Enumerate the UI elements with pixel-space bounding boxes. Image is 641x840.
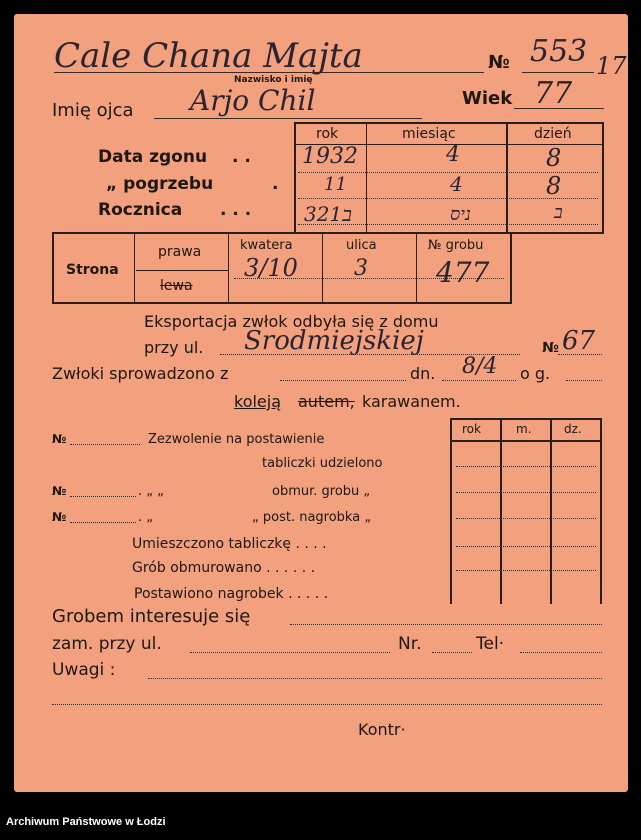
- transport-rail: koleją: [234, 392, 282, 411]
- house-number: 67: [562, 326, 596, 356]
- tomb-text: „ post. nagrobka „: [252, 510, 372, 525]
- father-name: Arjo Chil: [190, 84, 316, 117]
- death-year: 1932: [302, 144, 358, 169]
- street-label: ulica: [346, 238, 377, 253]
- permits-col-year: rok: [462, 422, 481, 436]
- name-line: [54, 72, 484, 73]
- permit-ditto-1: . „ „: [138, 484, 164, 499]
- permit-sign-1: №: [52, 432, 67, 446]
- permit-line-1: Zezwolenie na postawienie: [148, 432, 325, 447]
- age-line: [514, 108, 604, 109]
- anniversary-day: ב: [554, 202, 563, 223]
- left-side-label: lewa: [160, 278, 193, 294]
- death-month: 4: [446, 142, 460, 167]
- street-value: 3: [354, 256, 368, 281]
- archive-credit: Archiwum Państwowe w Łodzi: [6, 816, 166, 828]
- death-date-dots: . .: [232, 147, 251, 167]
- deceased-name: Cale Chana Majta: [54, 36, 363, 76]
- permit-sign-3: №: [52, 510, 67, 524]
- placed-plaque: Umieszczono tabliczkę . . . .: [132, 536, 327, 552]
- address-label: zam. przy ul.: [52, 634, 162, 654]
- transport-hearse: karawanem.: [362, 392, 461, 411]
- house-sign: №: [542, 340, 559, 356]
- death-day: 8: [546, 144, 562, 172]
- anniversary-dots: . . .: [220, 200, 252, 220]
- permits-col-day: dz.: [564, 422, 582, 436]
- kontr-label: Kontr·: [358, 720, 406, 739]
- right-side-label: prawa: [158, 244, 202, 260]
- day-value: 8/4: [462, 354, 498, 379]
- permit-line-2: tabliczki udzielono: [262, 456, 383, 471]
- burial-record-card: [14, 14, 628, 792]
- day-label: dn.: [410, 364, 436, 383]
- anniversary-label: Rocznica: [98, 200, 183, 220]
- grave-walled: Grób obmurowano . . . . . .: [132, 560, 316, 576]
- burial-day: 8: [546, 172, 562, 200]
- interested-label: Grobem interesuje się: [52, 606, 251, 627]
- dates-col-year: rok: [316, 126, 339, 142]
- father-label: Imię ojca: [52, 100, 134, 121]
- tel-label: Tel·: [476, 634, 505, 654]
- dates-col-day: dzień: [534, 126, 572, 142]
- hour-label: o g.: [520, 364, 551, 383]
- quarter-value: 3/10: [244, 254, 298, 282]
- anniversary-year: ב321: [304, 202, 352, 226]
- burial-date-label: „ pogrzebu: [106, 174, 214, 194]
- permit-ditto-2: . „: [138, 510, 153, 525]
- tomb-placed: Postawiono nagrobek . . . . .: [134, 586, 329, 602]
- home-street: Srodmiejskiej: [244, 326, 424, 356]
- quarter-label: kwatera: [240, 238, 293, 253]
- permit-sign-2: №: [52, 484, 67, 498]
- name-label: Nazwisko i imię: [234, 75, 313, 85]
- nr-label: Nr.: [398, 634, 422, 654]
- side-label: Strona: [66, 262, 119, 278]
- age-label: Wiek: [462, 88, 513, 109]
- age-value: 77: [534, 76, 573, 111]
- record-number-sign: №: [488, 52, 510, 73]
- export-text: Eksportacja zwłok odbyła się z domu: [144, 312, 439, 331]
- record-number: 553: [530, 34, 588, 69]
- remarks-label: Uwagi :: [52, 660, 116, 680]
- dates-col-month: miesiąc: [402, 126, 456, 142]
- corner-mark: 17: [596, 52, 627, 80]
- brought-from-text: Zwłoki sprowadzono z: [52, 364, 229, 383]
- permits-col-month: m.: [516, 422, 532, 436]
- father-line: [154, 118, 422, 119]
- masonry-text: obmur. grobu „: [272, 484, 371, 499]
- burial-month: 4: [450, 172, 463, 196]
- grave-no-value: 477: [436, 256, 490, 289]
- transport-car: autem,: [298, 392, 355, 411]
- number-line: [522, 72, 594, 73]
- burial-year: 11: [324, 174, 347, 195]
- anniversary-month: ניס: [450, 204, 471, 225]
- grave-no-label: № grobu: [428, 238, 484, 253]
- burial-date-dots: .: [272, 174, 279, 194]
- death-date-label: Data zgonu: [98, 147, 208, 167]
- street-prefix: przy ul.: [144, 338, 204, 357]
